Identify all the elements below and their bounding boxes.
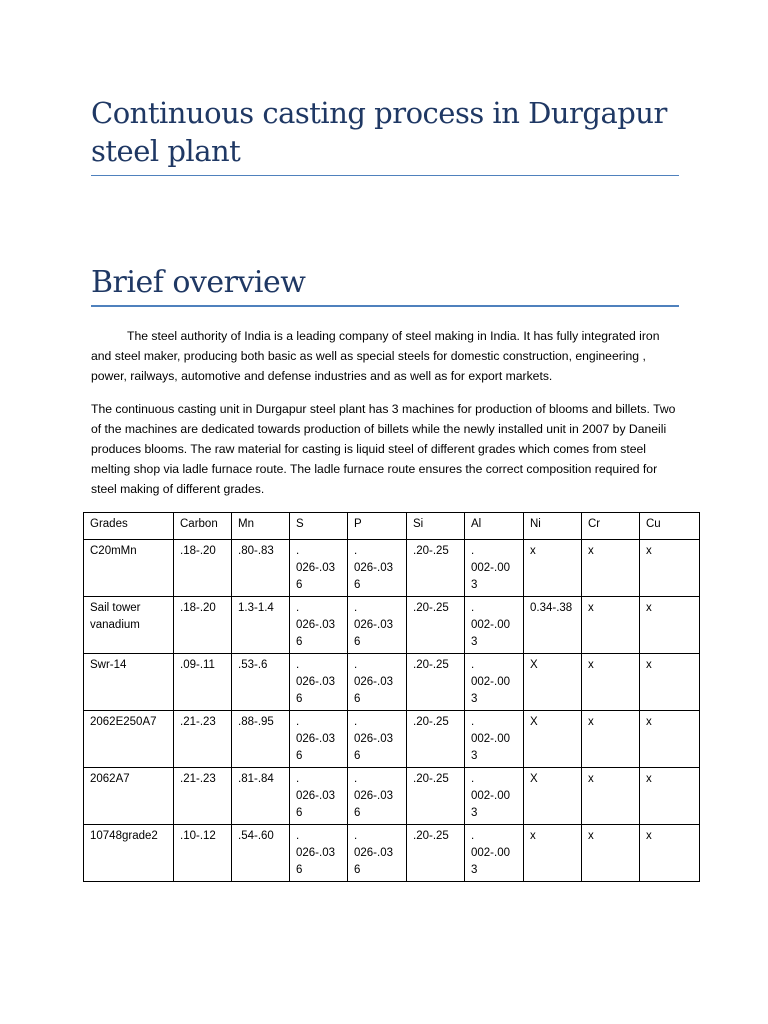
table-cell: Sail tower vanadium xyxy=(84,597,174,654)
table-cell: x xyxy=(640,540,700,597)
table-cell: .21-.23 xyxy=(174,768,232,825)
table-cell: .20-.25 xyxy=(407,768,465,825)
table-cell: Swr-14 xyxy=(84,654,174,711)
table-cell: .20-.25 xyxy=(407,654,465,711)
table-cell: x xyxy=(640,654,700,711)
document-title: Continuous casting process in Durgapur steel plant xyxy=(91,96,667,168)
table-cell: 2062A7 xyxy=(84,768,174,825)
table-cell: . 026-.03 6 xyxy=(290,711,348,768)
table-cell: .18-.20 xyxy=(174,540,232,597)
table-cell: . 026-.03 6 xyxy=(290,597,348,654)
column-header: Cu xyxy=(640,513,700,540)
table-cell: x xyxy=(640,768,700,825)
table-cell: .20-.25 xyxy=(407,825,465,882)
table-row xyxy=(84,711,700,768)
column-header: Mn xyxy=(232,513,290,540)
table-cell: x xyxy=(524,540,582,597)
table-cell: . 026-.03 6 xyxy=(290,540,348,597)
table-cell: x xyxy=(640,711,700,768)
table-cell: .10-.12 xyxy=(174,825,232,882)
column-header: Carbon xyxy=(174,513,232,540)
table-cell: .18-.20 xyxy=(174,597,232,654)
table-cell: X xyxy=(524,654,582,711)
table-cell: .20-.25 xyxy=(407,540,465,597)
table-row xyxy=(84,654,700,711)
table-cell: .20-.25 xyxy=(407,597,465,654)
table-cell: . 026-.03 6 xyxy=(348,654,407,711)
table-cell: 2062E250A7 xyxy=(84,711,174,768)
table-cell: x xyxy=(582,825,640,882)
table-cell: . 026-.03 6 xyxy=(290,768,348,825)
column-header: Grades xyxy=(84,513,174,540)
table-cell: . 026-.03 6 xyxy=(348,825,407,882)
table-row xyxy=(84,540,700,597)
table-cell: . 002-.00 3 xyxy=(465,597,524,654)
steel-grades-table xyxy=(83,512,700,882)
table-cell: X xyxy=(524,768,582,825)
table-cell: 1.3-1.4 xyxy=(232,597,290,654)
column-header: Al xyxy=(465,513,524,540)
table-cell: x xyxy=(582,654,640,711)
column-header: Ni xyxy=(524,513,582,540)
table-cell: 0.34-.38 xyxy=(524,597,582,654)
table-cell: x xyxy=(582,540,640,597)
paragraph-casting-unit: The continuous casting unit in Durgapur steel plant has 3 machines for production of blooms and billets. Two of the machines are dedicated towards production of billets while the newly installed unit in 2007 by Daneili produces blooms. The raw material for casting is liquid steel of different grades which comes from steel melting shop via ladle furnace route. The ladle furnace route ensures the correct composition required for steel making of different grades. xyxy=(91,402,676,496)
table-cell: x xyxy=(640,825,700,882)
table-cell: X xyxy=(524,711,582,768)
table-cell: . 026-.03 6 xyxy=(348,597,407,654)
table-row xyxy=(84,768,700,825)
table-cell: . 002-.00 3 xyxy=(465,825,524,882)
title-divider xyxy=(91,175,679,176)
table-cell: . 026-.03 6 xyxy=(348,768,407,825)
table-cell: . 002-.00 3 xyxy=(465,711,524,768)
table-cell: x xyxy=(582,768,640,825)
table-cell: .54-.60 xyxy=(232,825,290,882)
table-cell: . 002-.00 3 xyxy=(465,654,524,711)
paragraph-intro: The steel authority of India is a leading company of steel making in India. It has fully integrated iron and steel maker, producing both basic as well as special steels for domestic construction, engineering , power, railways, automotive and defense industries and as well as for export markets. xyxy=(91,329,660,383)
table-cell: 10748grade2 xyxy=(84,825,174,882)
table-cell: .09-.11 xyxy=(174,654,232,711)
table-cell: . 026-.03 6 xyxy=(348,540,407,597)
table-row xyxy=(84,825,700,882)
column-header: Si xyxy=(407,513,465,540)
table-cell: .20-.25 xyxy=(407,711,465,768)
table-cell: . 002-.00 3 xyxy=(465,768,524,825)
table-cell: .88-.95 xyxy=(232,711,290,768)
table-cell: .53-.6 xyxy=(232,654,290,711)
table-cell: C20mMn xyxy=(84,540,174,597)
table-cell: . 026-.03 6 xyxy=(290,654,348,711)
table-cell: x xyxy=(582,711,640,768)
section-divider xyxy=(91,305,679,307)
table-row xyxy=(84,597,700,654)
table-cell: . 002-.00 3 xyxy=(465,540,524,597)
column-header: P xyxy=(348,513,407,540)
table-cell: x xyxy=(640,597,700,654)
table-cell: x xyxy=(524,825,582,882)
table-header-row xyxy=(84,513,700,540)
table-cell: x xyxy=(582,597,640,654)
table-cell: .80-.83 xyxy=(232,540,290,597)
column-header: S xyxy=(290,513,348,540)
table-cell: . 026-.03 6 xyxy=(348,711,407,768)
column-header: Cr xyxy=(582,513,640,540)
section-heading: Brief overview xyxy=(91,265,306,300)
table-cell: .81-.84 xyxy=(232,768,290,825)
table-body xyxy=(84,540,700,882)
table-cell: . 026-.03 6 xyxy=(290,825,348,882)
table-cell: .21-.23 xyxy=(174,711,232,768)
